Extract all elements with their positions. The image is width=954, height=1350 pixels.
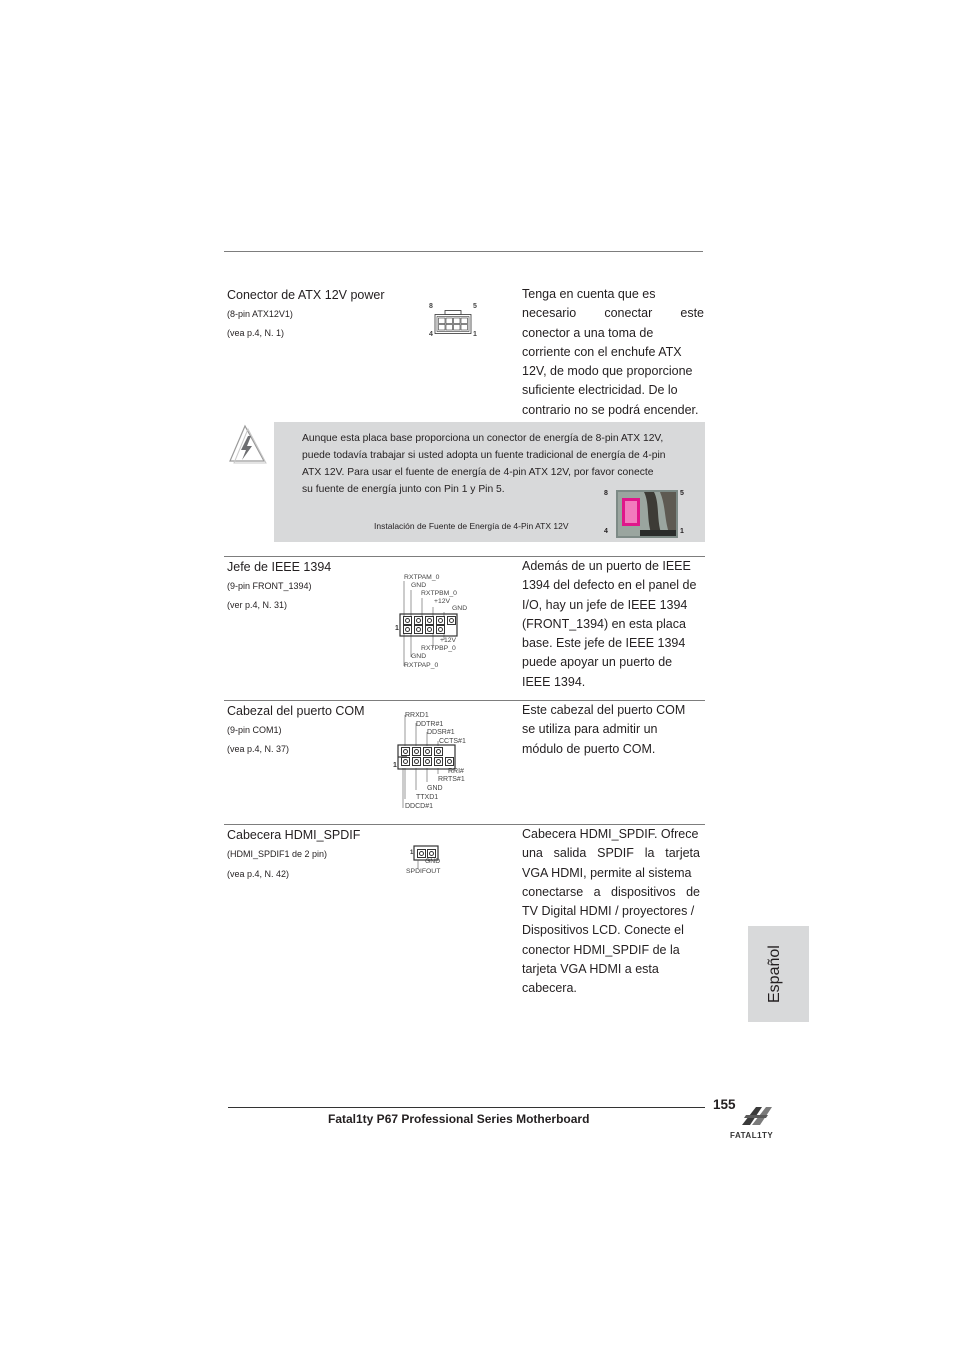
atx-connector-diagram: 8 5 4 1 — [429, 303, 477, 338]
page-number: 155 — [713, 1097, 736, 1112]
com-reference: (vea p.4, N. 37) — [227, 744, 290, 754]
hdmi-description: Cabecera HDMI_SPDIF. Ofrece una salida SPDIF la tarjeta VGA HDMI, permite al sistema conectarse a dispositivos de TV Digital HDMI / proyectores / Dispositivos LCD. Conecte el conector HDMI_SPDIF de la tarjeta VGA HDMI a esta cabecera. — [522, 827, 700, 996]
note-caption: Instalación de Fuente de Energía de 4-Pin ATX 12V — [374, 521, 569, 531]
note-photo-block: 8 5 4 1 — [600, 486, 692, 540]
fatal1ty-logo: FATAL1TY — [728, 1103, 788, 1145]
svg-text:1: 1 — [393, 762, 397, 769]
fatal1ty-emblem-icon — [738, 1103, 776, 1129]
com-subtitle: (9-pin COM1) — [227, 725, 282, 735]
ieee-description: Además de un puerto de IEEE 1394 del defecto en el panel de I/O, hay un jefe de IEEE 1394 (FRONT_1394) en esta placa base. Este jefe de IEEE 1394 puede apoyar un puerto de IEEE 1394. — [522, 559, 697, 689]
com-header-diagram: 1 RRXD1 DDTR#1 DDSR#1 CCTS#1 RRI# RRTS#1 GND TTXD1 DDCD#1 — [393, 712, 466, 810]
top-divider — [224, 251, 703, 252]
com-description: Este cabezal del puerto COM se utiliza para admitir un módulo de puerto COM. — [522, 703, 686, 756]
atx-title: Conector de ATX 12V power — [227, 288, 385, 302]
note-text: Aunque esta placa base proporciona un conector de energía de 8-pin ATX 12V, puede todavía trabajar si usted adopta un fuente tradicional de energía de 4-pin ATX 12V. Para usar el fuente de energía de 4-pin ATX 12V, por favor conecte su fuente de energía junto con Pin 1 y Pin 5. — [302, 433, 666, 495]
svg-text:1: 1 — [395, 625, 399, 632]
warning-lightning-icon — [226, 423, 270, 465]
footer-divider — [228, 1107, 705, 1108]
com-title: Cabezal del puerto COM — [227, 704, 365, 718]
ieee-header-diagram: 1 RXTPAM_0 GND RXTPBM_0 +12V GND +12V RXTPBP_0 GND RXTPAP_0 — [395, 574, 468, 669]
atx-8pin-shape — [434, 310, 472, 334]
svg-text:1: 1 — [410, 850, 414, 856]
connector-photo — [616, 490, 678, 538]
atx-description: Tenga en cuenta que es necesario conectar este conector a una toma de corriente con el enchufe ATX 12V, de modo que proporcione suficiente electricidad. De lo contrario no se podrá encender. — [522, 287, 704, 417]
ieee-subtitle: (9-pin FRONT_1394) — [227, 581, 312, 591]
language-tab-label: Español — [766, 945, 783, 1003]
atx-subtitle: (8-pin ATX12V1) — [227, 309, 293, 319]
atx-reference: (vea p.4, N. 1) — [227, 328, 285, 338]
hdmi-header-diagram: 1 GND SPDIFOUT — [404, 843, 464, 877]
ieee-reference: (ver p.4, N. 31) — [227, 600, 288, 610]
footer-title: Fatal1ty P67 Professional Series Motherboard — [328, 1112, 590, 1126]
ieee-title: Jefe de IEEE 1394 — [227, 560, 332, 574]
hdmi-title: Cabecera HDMI_SPDIF — [227, 828, 361, 842]
hdmi-reference: (vea p.4, N. 42) — [227, 869, 290, 879]
hdmi-subtitle: (HDMI_SPDIF1 de 2 pin) — [227, 849, 328, 859]
